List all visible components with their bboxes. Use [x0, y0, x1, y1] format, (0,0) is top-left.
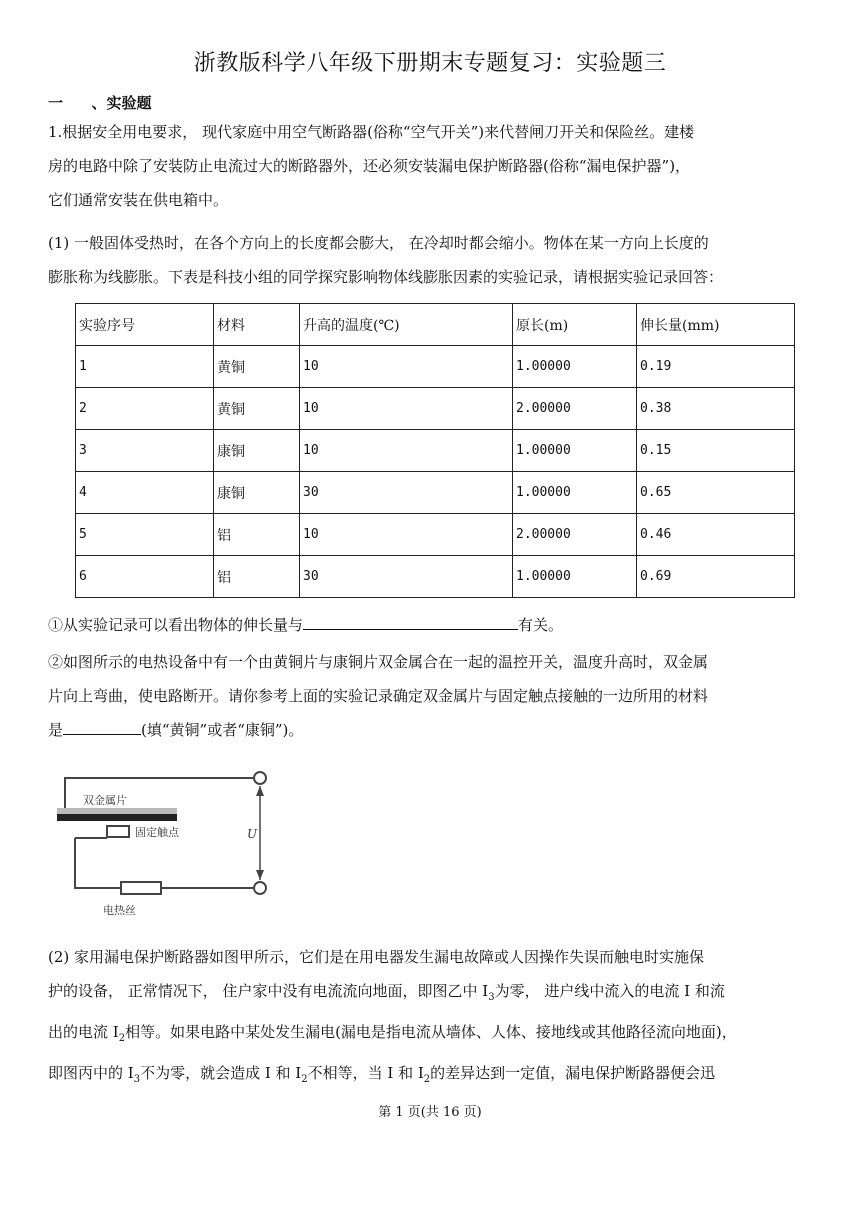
- table-header-cell: 材料: [214, 304, 300, 346]
- table-cell: 2.00000: [513, 388, 637, 430]
- intro-line: 房的电路中除了安装防止电流过大的断路器外，还必须安装漏电保护断路器(俗称“漏电保护器”)，: [48, 157, 691, 175]
- sub-question-2-line: 片向上弯曲，使电路断开。请你参考上面的实验记录确定双金属片与固定触点接触的一边所用的材料: [48, 687, 709, 705]
- top-terminal: [254, 772, 266, 784]
- table-cell: 1.00000: [513, 472, 637, 514]
- table-row: [76, 430, 795, 472]
- bottom-terminal: [254, 882, 266, 894]
- circuit-diagram: [55, 770, 285, 920]
- sub-question-1-suffix: 有关。: [518, 616, 564, 634]
- table-cell: 30: [300, 556, 513, 598]
- table-cell: 康铜: [214, 430, 300, 472]
- sub-question-1-text: ①从实验记录可以看出物体的伸长量与: [48, 616, 304, 634]
- table-header-row: [76, 304, 795, 346]
- table-cell: 1.00000: [513, 346, 637, 388]
- question-1-intro: [48, 115, 818, 217]
- table-cell: 10: [300, 388, 513, 430]
- table-cell: 1.00000: [513, 556, 637, 598]
- table-header-cell: 伸长量(mm): [637, 304, 795, 346]
- table-cell: 黄铜: [214, 346, 300, 388]
- table-cell: 0.19: [637, 346, 795, 388]
- table-cell: 1: [76, 346, 214, 388]
- part-2-text: [48, 940, 818, 1097]
- part-1-text: [48, 226, 818, 294]
- fixed-contact: [107, 826, 129, 837]
- section-label: 、实验题: [91, 94, 152, 112]
- section-heading: [48, 92, 152, 113]
- table-header-cell: 升高的温度(℃): [300, 304, 513, 346]
- table-cell: 10: [300, 430, 513, 472]
- heater-label: 电热丝: [103, 904, 136, 917]
- page-footer: 第 1 页(共 16 页): [378, 1105, 482, 1120]
- table-cell: 0.15: [637, 430, 795, 472]
- table-cell: 0.69: [637, 556, 795, 598]
- section-number: 一: [48, 94, 64, 112]
- table-row: [76, 346, 795, 388]
- table-cell: 5: [76, 514, 214, 556]
- table-cell: 铝: [214, 556, 300, 598]
- part-2-line: (2) 家用漏电保护断路器如图甲所示，它们是在用电器发生漏电故障或人因操作失误而触电时实施保: [48, 948, 705, 966]
- table-cell: 康铜: [214, 472, 300, 514]
- sub-question-2-line: ②如图所示的电热设备中有一个由黄铜片与康铜片双金属合在一起的温控开关，温度升高时，双金属: [48, 653, 709, 671]
- table-cell: 30: [300, 472, 513, 514]
- page-title: 浙教版科学八年级下册期末专题复习：实验题三: [193, 51, 667, 76]
- voltage-label: U: [247, 827, 258, 841]
- table-cell: 6: [76, 556, 214, 598]
- table-header-cell: 实验序号: [76, 304, 214, 346]
- sub-question-2-prefix: 是: [48, 721, 64, 739]
- table-cell: 10: [300, 346, 513, 388]
- table-row: [76, 514, 795, 556]
- bimetal-label: 双金属片: [83, 794, 127, 807]
- sub-question-2-suffix: (填“黄铜”或者“康铜”)。: [141, 721, 304, 739]
- table-cell: 0.38: [637, 388, 795, 430]
- sub-question-2: [48, 645, 818, 747]
- table-cell: 3: [76, 430, 214, 472]
- table-cell: 0.65: [637, 472, 795, 514]
- expansion-data-table: [75, 303, 795, 598]
- lower-wire: [75, 838, 121, 888]
- table-cell: 10: [300, 514, 513, 556]
- table-cell: 0.46: [637, 514, 795, 556]
- part-2-line: 出的电流 $I_2$相等。如果电路中某处发生漏电(漏电是指电流从墙体、人体、接地线或其他路径流向地面)，: [48, 1023, 737, 1044]
- intro-line: 它们通常安装在供电箱中。: [48, 191, 229, 209]
- table-row: [76, 556, 795, 598]
- table-cell: 2: [76, 388, 214, 430]
- bimetal-strip: [57, 814, 177, 821]
- sub-question-1: [48, 608, 818, 642]
- table-cell: 1.00000: [513, 430, 637, 472]
- table-cell: 铝: [214, 514, 300, 556]
- table-row: [76, 472, 795, 514]
- bimetal-circuit-figure: [55, 770, 285, 920]
- table-cell: 黄铜: [214, 388, 300, 430]
- table-row: [76, 388, 795, 430]
- table-cell: 2.00000: [513, 514, 637, 556]
- table-cell: 4: [76, 472, 214, 514]
- part-1-line: 膨胀称为线膨胀。下表是科技小组的同学探究影响物体线膨胀因素的实验记录，请根据实验记录回答：: [48, 268, 724, 286]
- contact-label: 固定触点: [135, 826, 179, 839]
- intro-line: 1.根据安全用电要求， 现代家庭中用空气断路器(俗称“空气开关”)来代替闸刀开关和保险丝。建楼: [48, 123, 695, 141]
- heater-resistor: [121, 882, 161, 894]
- part-1-line: (1) 一般固体受热时，在各个方向上的长度都会膨大， 在冷却时都会缩小。物体在某一方向上长度的: [48, 234, 709, 252]
- answer-blank-1[interactable]: [303, 611, 518, 630]
- table-header-cell: 原长(m): [513, 304, 637, 346]
- part-2-line: 即图丙中的 $I_3$不为零，就会造成 I 和 $I_2$不相等，当 I 和 $I_2$的差异达到一定值，漏电保护断路器便会迅: [48, 1064, 716, 1085]
- part-2-line: 护的设备， 正常情况下， 住户家中没有电流流向地面，即图乙中 $I_3$为零， 进户线中流入的电流 I 和流: [48, 982, 725, 1003]
- answer-blank-2[interactable]: [63, 716, 141, 735]
